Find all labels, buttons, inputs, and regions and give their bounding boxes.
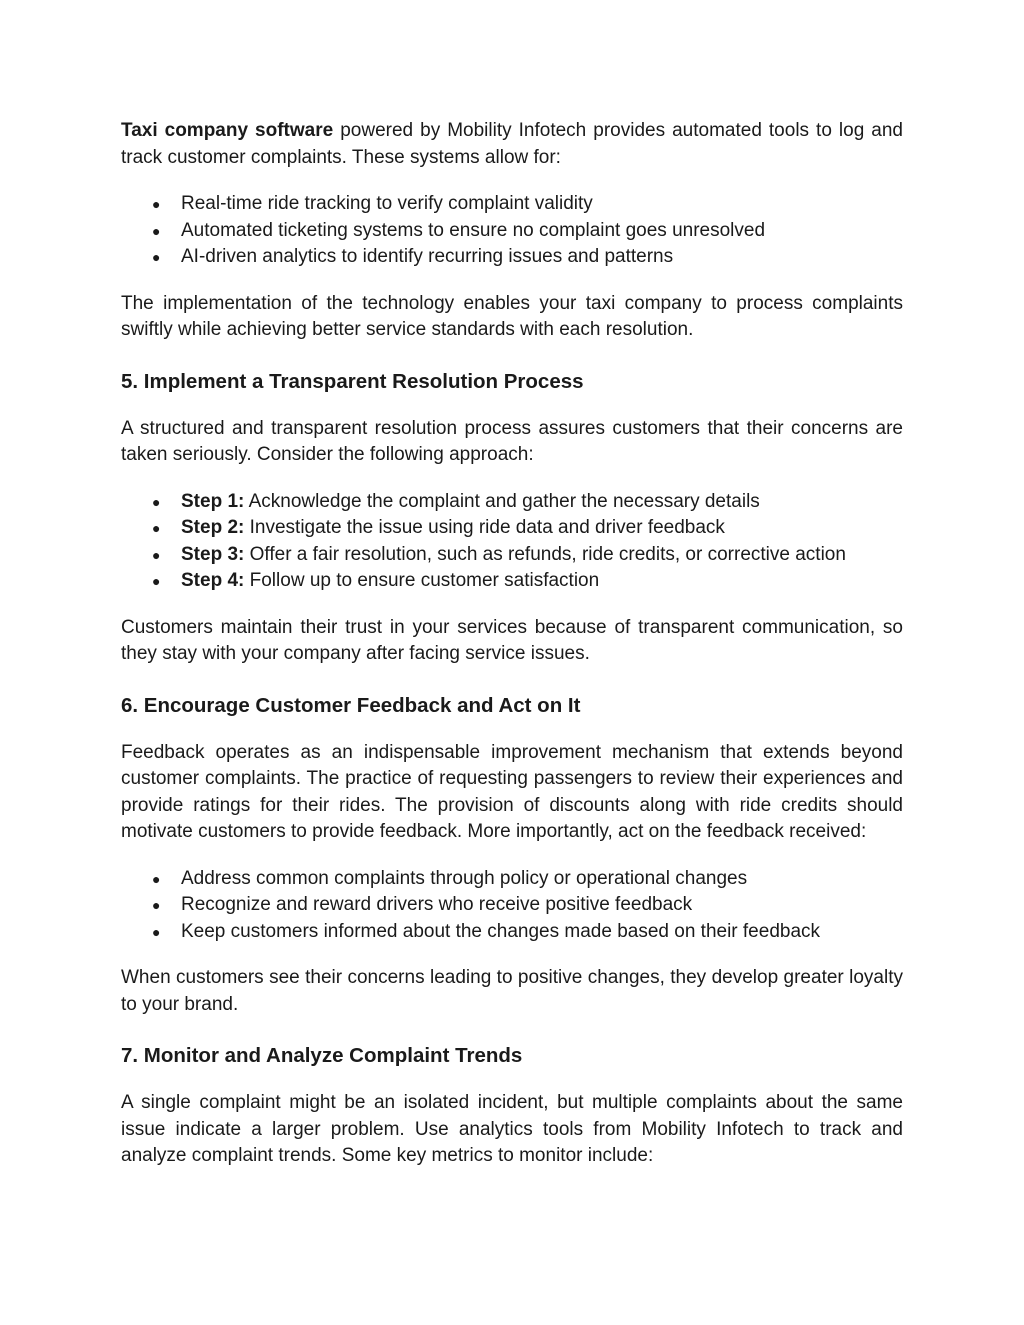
section-5-intro: A structured and transparent resolution process assures customers that their concerns are taken seriously. Consider the following approach: <box>121 417 903 465</box>
step-item <box>121 515 903 542</box>
implementation-paragraph: The implementation of the technology enables your taxi company to process complaints swiftly while achieving better service standards with each resolution. <box>121 292 903 340</box>
intro-bold-lead: Taxi company software <box>121 120 334 141</box>
step-label: Step 1: <box>181 490 245 512</box>
section-5-heading: 5. Implement a Transparent Resolution Process <box>121 369 584 393</box>
features-list <box>121 191 903 271</box>
section-7-heading: 7. Monitor and Analyze Complaint Trends <box>121 1044 523 1067</box>
step-label: Step 3: <box>181 543 245 565</box>
list-item-text: Recognize and reward drivers who receive positive feedback <box>181 894 693 915</box>
section-6-heading: 6. Encourage Customer Feedback and Act on It <box>121 693 581 717</box>
bullet-icon: ● <box>152 520 161 536</box>
steps-list <box>121 489 903 595</box>
list-item <box>121 866 903 893</box>
step-item <box>121 489 903 516</box>
list-item <box>121 244 903 271</box>
bullet-icon: ● <box>152 573 161 589</box>
section-6-outro: When customers see their concerns leading to positive changes, they develop greater loyalty to your brand. <box>121 967 903 1015</box>
step-text: Follow up to ensure customer satisfaction <box>244 570 600 591</box>
list-item <box>121 191 903 218</box>
bullet-icon: ● <box>152 546 161 563</box>
bullet-icon: ● <box>152 196 161 212</box>
section-5-outro: Customers maintain their trust in your services because of transparent communication, so they stay with your company after facing service issues. <box>121 616 903 664</box>
bullet-icon: ● <box>152 897 161 913</box>
step-item <box>121 542 903 569</box>
bullet-icon: ● <box>152 923 161 940</box>
bullet-icon: ● <box>152 222 161 239</box>
step-text: Acknowledge the complaint and gather the necessary details <box>244 490 760 512</box>
bullet-icon: ● <box>152 870 161 887</box>
section-6-intro: Feedback operates as an indispensable improvement mechanism that extends beyond customer complaints. The practice of requesting passengers to review their experiences and provide ratings for their rides. The provision of discounts along with ride credits should motivate customers to provide feedback. More importantly, act on the feedback received: <box>121 741 903 842</box>
intro-text: powered by Mobility Infotech provides automated tools to log and track customer complaints. These systems allow for: <box>121 120 903 168</box>
list-item-text: Address common complaints through policy or operational changes <box>181 867 748 889</box>
list-item <box>121 892 903 919</box>
section-7-intro: A single complaint might be an isolated incident, but multiple complaints about the same issue indicate a larger problem. Use analytics tools from Mobility Infotech to track and analyze complaint trends. Some key metrics to monitor include: <box>121 1092 903 1166</box>
bullet-icon: ● <box>152 493 161 510</box>
feedback-actions-list <box>121 866 903 946</box>
list-item <box>121 218 903 245</box>
step-text: Offer a fair resolution, such as refunds, ride credits, or corrective action <box>244 543 846 565</box>
list-item-text: Keep customers informed about the changes made based on their feedback <box>181 920 821 942</box>
step-label: Step 2: <box>181 517 245 538</box>
step-item <box>121 568 903 595</box>
list-item-text: AI-driven analytics to identify recurring issues and patterns <box>181 246 674 267</box>
step-label: Step 4: <box>181 570 245 591</box>
intro-paragraph <box>121 118 903 171</box>
list-item-text: Real-time ride tracking to verify complaint validity <box>181 193 593 214</box>
list-item <box>121 919 903 946</box>
step-text: Investigate the issue using ride data and driver feedback <box>244 517 725 538</box>
list-item-text: Automated ticketing systems to ensure no complaint goes unresolved <box>181 219 766 241</box>
bullet-icon: ● <box>152 249 161 265</box>
document-page <box>121 118 903 1170</box>
